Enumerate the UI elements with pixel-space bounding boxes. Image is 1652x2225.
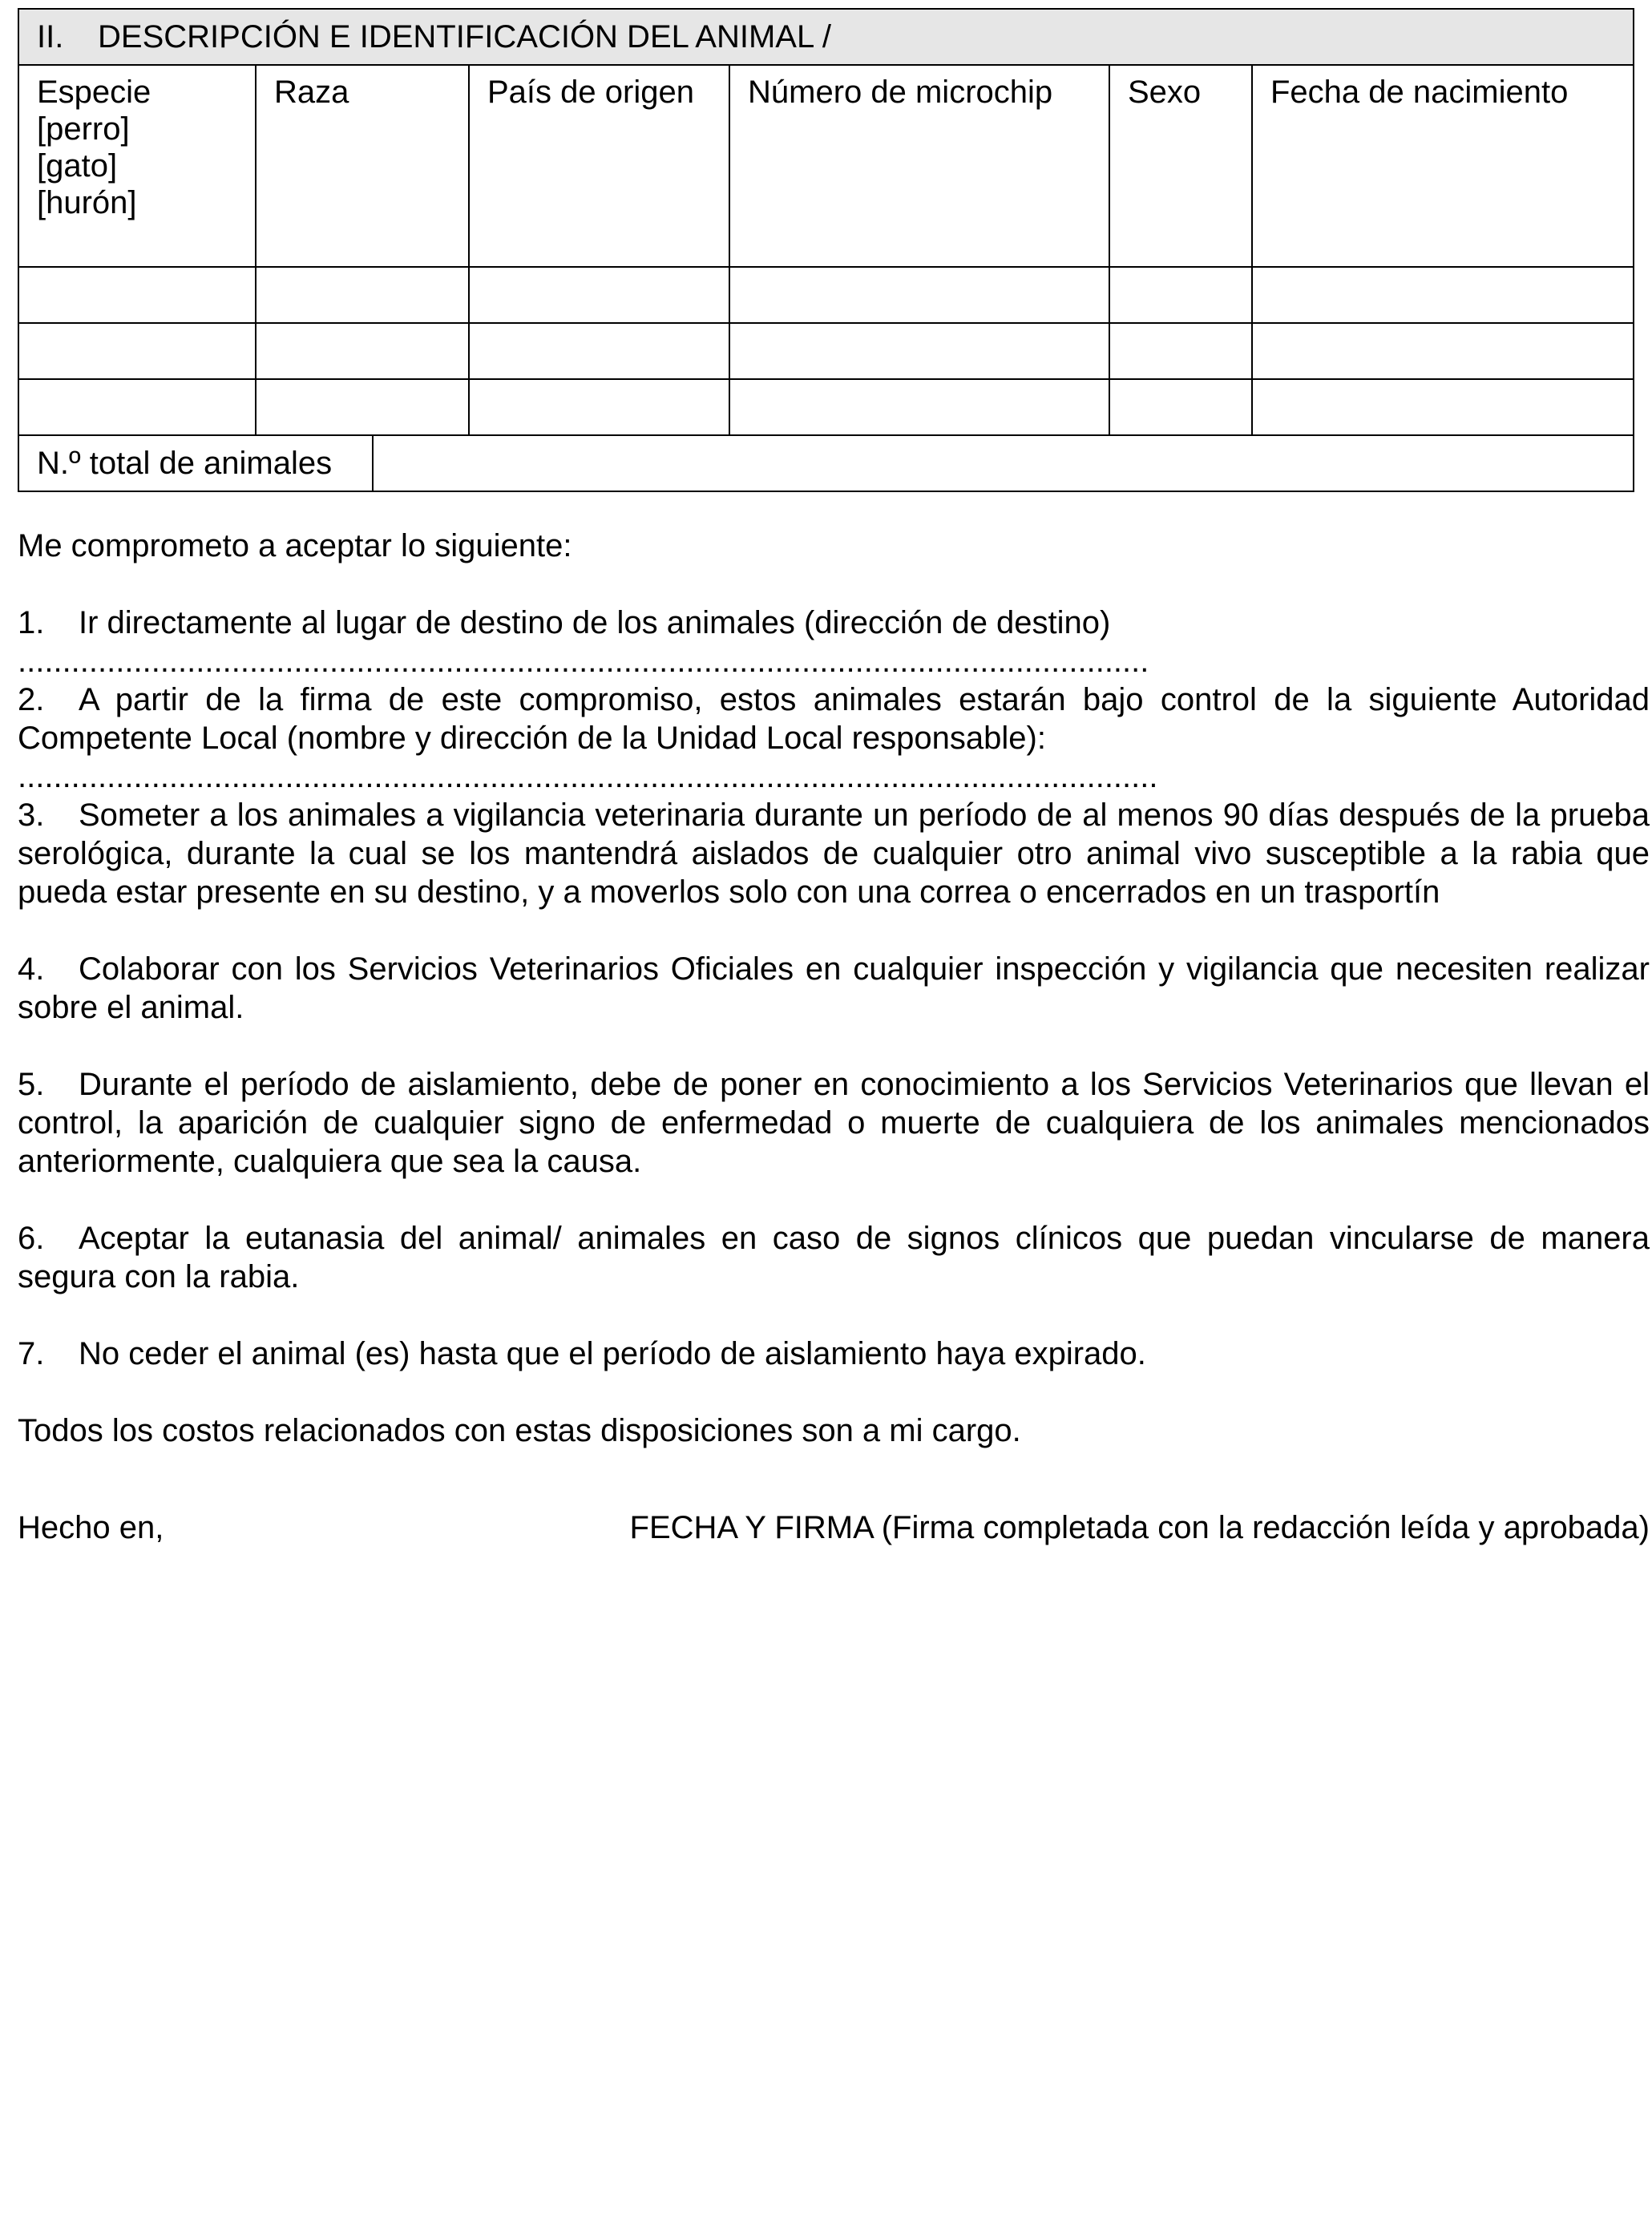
item-number: 6. xyxy=(18,1221,45,1256)
animal-identification-table xyxy=(18,8,1634,492)
species-header-label: Especie xyxy=(37,75,151,110)
birthdate-header: Fecha de nacimiento xyxy=(1252,65,1634,267)
sex-cell[interactable] xyxy=(1109,323,1252,379)
item-number: 7. xyxy=(18,1336,45,1371)
commitment-item-3 xyxy=(18,796,1650,911)
commitment-item-5 xyxy=(18,1065,1650,1181)
commitment-intro: Me comprometo a aceptar lo siguiente: xyxy=(18,528,572,563)
local-authority-fill-line[interactable]: ................................................................................................................................ xyxy=(18,759,1158,794)
birthdate-cell[interactable] xyxy=(1252,323,1634,379)
commitment-item-6 xyxy=(18,1219,1650,1296)
animal-row xyxy=(18,323,1634,379)
birthdate-cell[interactable] xyxy=(1252,267,1634,323)
microchip-cell[interactable] xyxy=(729,323,1109,379)
breed-header: Raza xyxy=(256,65,469,267)
breed-cell[interactable] xyxy=(256,267,469,323)
place-label: Hecho en, xyxy=(18,1510,164,1545)
species-option-dog: [perro] xyxy=(37,111,130,147)
species-cell[interactable] xyxy=(18,267,256,323)
country-cell[interactable] xyxy=(469,379,729,435)
microchip-cell[interactable] xyxy=(729,379,1109,435)
item-text: No ceder el animal (es) hasta que el período de aislamiento haya expirado. xyxy=(79,1336,1146,1371)
birthdate-cell[interactable] xyxy=(1252,379,1634,435)
total-animals-value-cell[interactable] xyxy=(373,435,1634,491)
sex-cell[interactable] xyxy=(1109,267,1252,323)
commitment-item-4 xyxy=(18,950,1650,1027)
country-of-origin-header: País de origen xyxy=(469,65,729,267)
country-cell[interactable] xyxy=(469,267,729,323)
item-number: 5. xyxy=(18,1067,45,1102)
species-option-ferret: [hurón] xyxy=(37,185,137,220)
date-signature-label: FECHA Y FIRMA (Firma completada con la redacción leída y aprobada) xyxy=(629,1510,1650,1545)
item-text: Ir directamente al lugar de destino de los animales (dirección de destino) xyxy=(79,605,1111,640)
species-cell[interactable] xyxy=(18,323,256,379)
item-number: 4. xyxy=(18,951,45,987)
costs-statement: Todos los costos relacionados con estas disposiciones son a mi cargo. xyxy=(18,1413,1021,1448)
total-animals-label: N.º total de animales xyxy=(18,435,373,491)
destination-address-fill-line[interactable]: ............................................................................................................................... xyxy=(18,644,1149,679)
section-title: DESCRIPCIÓN E IDENTIFICACIÓN DEL ANIMAL / xyxy=(98,19,831,55)
item-number: 3. xyxy=(18,798,45,833)
item-text: Durante el período de aislamiento, debe de poner en conocimiento a los Servicios Veterinarios que llevan el control, la aparición de cualquier signo de enfermedad o muerte de cualquiera de los animales mencionados anteriormente, cualquiera que sea la causa. xyxy=(18,1067,1650,1179)
item-number: 2. xyxy=(18,682,45,717)
sex-header: Sexo xyxy=(1109,65,1252,267)
country-cell[interactable] xyxy=(469,323,729,379)
breed-cell[interactable] xyxy=(256,323,469,379)
item-text: Aceptar la eutanasia del animal/ animales en caso de signos clínicos que puedan vincularse de manera segura con la rabia. xyxy=(18,1221,1650,1294)
item-number: 1. xyxy=(18,605,45,640)
section-number: II. xyxy=(37,19,64,55)
item-text: Colaborar con los Servicios Veterinarios Oficiales en cualquier inspección y vigilancia que necesiten realizar sobre el animal. xyxy=(18,951,1650,1025)
animal-row xyxy=(18,267,1634,323)
commitment-item-2 xyxy=(18,680,1650,757)
breed-cell[interactable] xyxy=(256,379,469,435)
section-title-cell xyxy=(18,9,1634,65)
species-option-cat: [gato] xyxy=(37,148,118,184)
microchip-number-header: Número de microchip xyxy=(729,65,1109,267)
item-text: Someter a los animales a vigilancia veterinaria durante un período de al menos 90 días después de la prueba serológica, durante la cual se los mantendrá aislados de cualquier otro animal vivo susceptible a la rabia que pueda estar presente en su destino, y a moverlos solo con una correa o encerrados en un trasportín xyxy=(18,798,1650,910)
commitment-item-1 xyxy=(18,604,1650,642)
species-header xyxy=(18,65,256,267)
commitment-item-7 xyxy=(18,1335,1650,1373)
microchip-cell[interactable] xyxy=(729,267,1109,323)
species-cell[interactable] xyxy=(18,379,256,435)
animal-row xyxy=(18,379,1634,435)
item-text: A partir de la firma de este compromiso, estos animales estarán bajo control de la siguiente Autoridad Competente Local (nombre y dirección de la Unidad Local responsable): xyxy=(18,682,1650,756)
sex-cell[interactable] xyxy=(1109,379,1252,435)
